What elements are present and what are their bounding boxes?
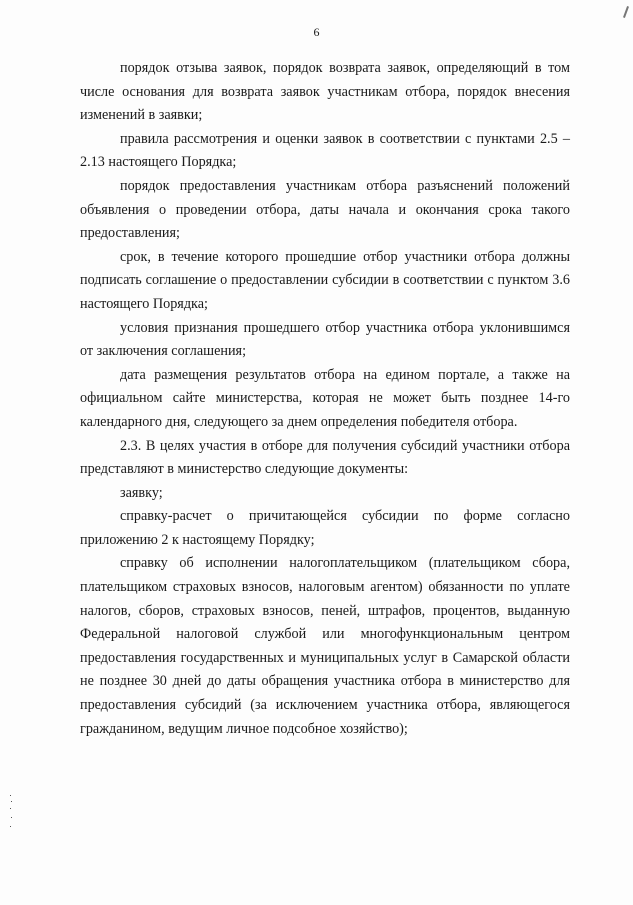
paragraph-evasion-conditions: условия признания прошедшего отбор участника отбора уклонившимся от заключения соглашения; — [80, 319, 570, 360]
paragraph-signing-deadline: срок, в течение которого прошедшие отбор участники отбора должны подписать соглашение о предоставлении субсидии в соответствии с пунктом 3.6 настоящего Порядка; — [80, 248, 570, 312]
paragraph-section-2-3: 2.3. В целях участия в отборе для получения субсидий участники отбора представляют в министерство следующие документы: — [80, 437, 570, 478]
page-number: 6 — [313, 25, 320, 39]
scan-smudge — [10, 795, 12, 835]
paragraph-calculation-certificate: справку-расчет о причитающейся субсидии по форме согласно приложению 2 к настоящему Порядку; — [80, 508, 570, 548]
paragraph-results-date: дата размещения результатов отбора на едином портале, а также на официальном сайте министерства, которая не может быть позднее 14-го календарного дня, следующего за днем определения победителя отбора. — [80, 366, 570, 430]
document-body — [80, 57, 570, 741]
paragraph-application: заявку; — [120, 484, 163, 501]
paragraph-withdrawal-procedure: порядок отзыва заявок, порядок возврата заявок, определяющий в том числе основания для возврата заявок участникам отбора, порядок внесения изменений в заявки; — [80, 60, 570, 124]
scan-mark — [623, 6, 629, 18]
paragraph-clarification-procedure: порядок предоставления участникам отбора разъяснений положений объявления о проведении отбора, даты начала и окончания срока такого предоставления; — [80, 177, 570, 242]
paragraph-evaluation-rules: правила рассмотрения и оценки заявок в соответствии с пунктами 2.5 – 2.13 настоящего Порядка; — [80, 130, 570, 171]
paragraph-tax-certificate: справку об исполнении налогоплательщиком (плательщиком сбора, плательщиком страховых взносов, налоговым агентом) обязанности по уплате налогов, сборов, страховых взносов, пеней, штрафов, процентов, выданную Федеральной налоговой службой или многофункциональным центром предоставления государственных и муниципальных услуг в Самарской области не позднее 30 дней до даты обращения участника отбора в министерство для предоставления субсидий (за исключением участника отбора, являющегося гражданином, ведущим личное подсобное хозяйство); — [80, 555, 570, 737]
